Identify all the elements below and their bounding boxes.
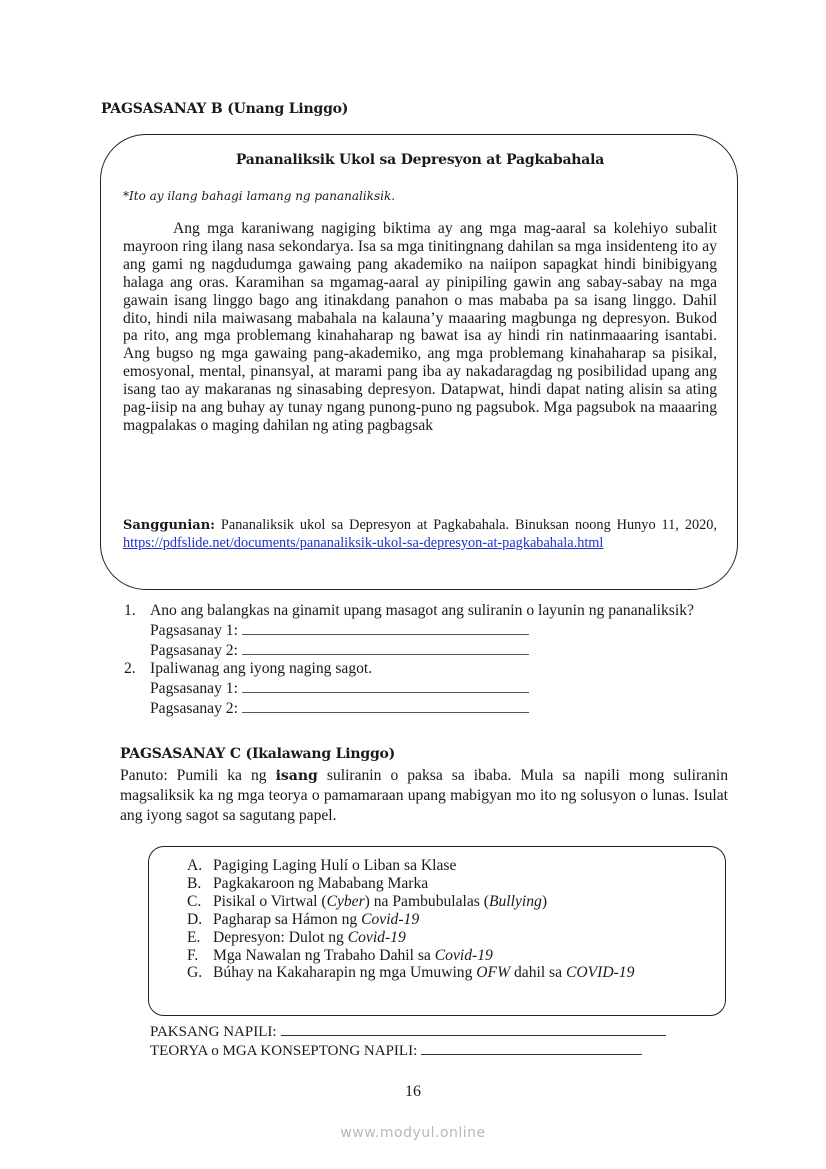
topic-choice bbox=[187, 947, 634, 965]
question-text: Ano ang balangkas na ginamit upang masagot ang suliranin o layunin ng pananaliksik? bbox=[150, 602, 694, 619]
choice-text-italic: COVID-19 bbox=[565, 964, 635, 982]
answer-blank[interactable] bbox=[242, 640, 529, 655]
answer-label: Pagsasanay 2: bbox=[150, 642, 238, 659]
source-text: Pananaliksik ukol sa Depresyon at Pagkabahala. Binuksan noong Hunyo 11, 2020, bbox=[214, 517, 717, 533]
answer-line bbox=[150, 698, 728, 718]
choice-text-part: Mga Nawalan ng Trabaho Dahil sa bbox=[213, 946, 435, 964]
question-number: 1. bbox=[124, 602, 136, 619]
answer-field bbox=[150, 1041, 666, 1060]
topic-choice bbox=[187, 964, 634, 982]
answer-blank[interactable] bbox=[242, 698, 529, 713]
choice-text bbox=[213, 857, 456, 875]
question-list bbox=[124, 602, 728, 718]
choice-text-part: Pagiging Laging Hulí o Liban sa Klase bbox=[213, 857, 457, 874]
excerpt-note: *Ito ay ilang bahagi lamang ng pananaliksik. bbox=[123, 189, 396, 203]
choice-text-part: Pisikal o Virtwal ( bbox=[213, 892, 327, 910]
choice-text bbox=[213, 875, 428, 893]
answer-line bbox=[150, 640, 728, 660]
choice-text-part: ) na Pambubulalas ( bbox=[364, 892, 489, 910]
instructions bbox=[120, 766, 728, 826]
answer-label: Pagsasanay 1: bbox=[150, 622, 238, 639]
answer-label: Pagsasanay 2: bbox=[150, 700, 238, 717]
topic-choice bbox=[187, 875, 634, 893]
choice-letter: G. bbox=[187, 964, 203, 982]
choice-letter: E. bbox=[187, 928, 201, 946]
choice-text-italic: Bullying bbox=[488, 892, 542, 910]
choice-text-part: Depresyon: Dulot ng bbox=[213, 928, 348, 946]
choice-text-part: Pagharap sa Hámon ng bbox=[213, 910, 362, 928]
answer-field-label: TEORYA o MGA KONSEPTONG NAPILI: bbox=[150, 1043, 418, 1059]
question-item bbox=[124, 602, 728, 660]
choice-text-italic: Covid-19 bbox=[361, 910, 420, 928]
topic-choice bbox=[187, 929, 634, 947]
choice-text bbox=[213, 947, 493, 965]
answer-blank[interactable] bbox=[242, 620, 529, 635]
answer-line bbox=[150, 678, 728, 698]
choice-letter: F. bbox=[187, 946, 199, 964]
answer-field-blank[interactable] bbox=[281, 1022, 666, 1036]
topic-choices-list bbox=[187, 857, 634, 982]
choice-text bbox=[213, 911, 419, 929]
answer-field-blank[interactable] bbox=[421, 1041, 642, 1055]
choice-text-part: dahil sa bbox=[510, 964, 566, 982]
answer-blank[interactable] bbox=[242, 678, 529, 693]
answer-label: Pagsasanay 1: bbox=[150, 680, 238, 697]
question-body bbox=[150, 660, 728, 718]
choice-text-part: ) bbox=[541, 892, 548, 910]
research-paragraph bbox=[123, 220, 717, 435]
choice-text bbox=[213, 964, 634, 982]
section-c-title: PAGSASANAY C (Ikalawang Linggo) bbox=[120, 746, 396, 762]
choice-letter: D. bbox=[187, 910, 203, 928]
answer-field bbox=[150, 1022, 666, 1041]
answer-field-label: PAKSANG NAPILI: bbox=[150, 1024, 277, 1040]
question-number: 2. bbox=[124, 660, 136, 677]
choice-text-italic: Covid-19 bbox=[347, 928, 406, 946]
choice-text-italic: Covid-19 bbox=[434, 946, 493, 964]
choice-text-italic: Cyber bbox=[326, 892, 365, 910]
question-item bbox=[124, 660, 728, 718]
instruction-suffix: suliranin o paksa sa ibaba. Mula sa napili mong suliranin magsaliksik ka ng mga teorya o pamamaraan upang mabigyan mo ito ng solusyon o lunas. Isulat ang iyong sagot sa sagutang papel. bbox=[120, 767, 728, 824]
choice-text-italic: OFW bbox=[476, 964, 511, 982]
answer-line bbox=[150, 620, 728, 640]
choice-letter: B. bbox=[187, 874, 202, 892]
source-label: Sanggunian: bbox=[123, 518, 215, 533]
choice-letter: C. bbox=[187, 892, 202, 910]
choice-letter: A. bbox=[187, 857, 203, 874]
instruction-prefix: Panuto: Pumili ka ng bbox=[120, 767, 276, 784]
choice-text-part: Búhay na Kakaharapin ng mga Umuwing bbox=[213, 964, 477, 982]
answer-fields bbox=[150, 1022, 666, 1060]
page-number: 16 bbox=[405, 1083, 421, 1100]
topic-choice bbox=[187, 893, 634, 911]
watermark: www.modyul.online bbox=[340, 1125, 486, 1141]
paragraph-text: Ang mga karaniwang nagiging biktima ay ang mga mag-aaral sa kolehiyo subalit mayroon ring ilang nasa sekondarya. Isa sa mga tinitingnang dahilan sa mga insidenteng ito ay ang gami ng nagdudumga gawaing pang akademiko na naiipon sapagkat hindi binibigyang halaga ang oras. Karamihan sa mgamag-aaral ay pinipiling gawin ang sabay-sabay na mga gawain isang linggo bago ang itinakdang panahon o mas mababa pa sa isang linggo. Dahil dito, hindi nila maiwasang mabahala na kalauna’y maaaring magbunga ng depresyon. Bukod pa rito, ang mga problemang kinahaharap ng bawat isa ay hindi rin natinmaaaring isantabi. Ang bugso ng mga gawaing pang-akademiko, ang mga problemang kinahaharap sa pisikal, emosyonal, mental, pinansyal, at marami pang iba ay nakadaragdag ng posibilidad upang ang isang tao ay makaranas ng sinasabing depresyon. Datapwat, hindi dapat nating alisin sa ating pag-iisip na ang buhay ay tunay ngang punong-puno ng pagsubok. Mga pagsubok na maaaring magpalakas o maging dahilan ng ating pagbagsak bbox=[123, 220, 717, 434]
choice-text bbox=[213, 929, 406, 947]
question-text: Ipaliwanag ang iyong naging sagot. bbox=[150, 660, 373, 677]
choice-text-part: Pagkakaroon ng Mababang Marka bbox=[213, 874, 429, 892]
choice-text bbox=[213, 893, 547, 911]
source-citation bbox=[123, 517, 717, 553]
topic-choice bbox=[187, 857, 634, 875]
instruction-emphasis: isang bbox=[275, 768, 318, 784]
research-title: Pananaliksik Ukol sa Depresyon at Pagkabahala bbox=[235, 152, 605, 168]
question-body bbox=[150, 602, 728, 660]
section-b-title: PAGSASANAY B (Unang Linggo) bbox=[101, 101, 349, 117]
source-link[interactable]: https://pdfslide.net/documents/pananaliksik-ukol-sa-depresyon-at-pagkabahala.html bbox=[123, 534, 604, 551]
topic-choice bbox=[187, 911, 634, 929]
